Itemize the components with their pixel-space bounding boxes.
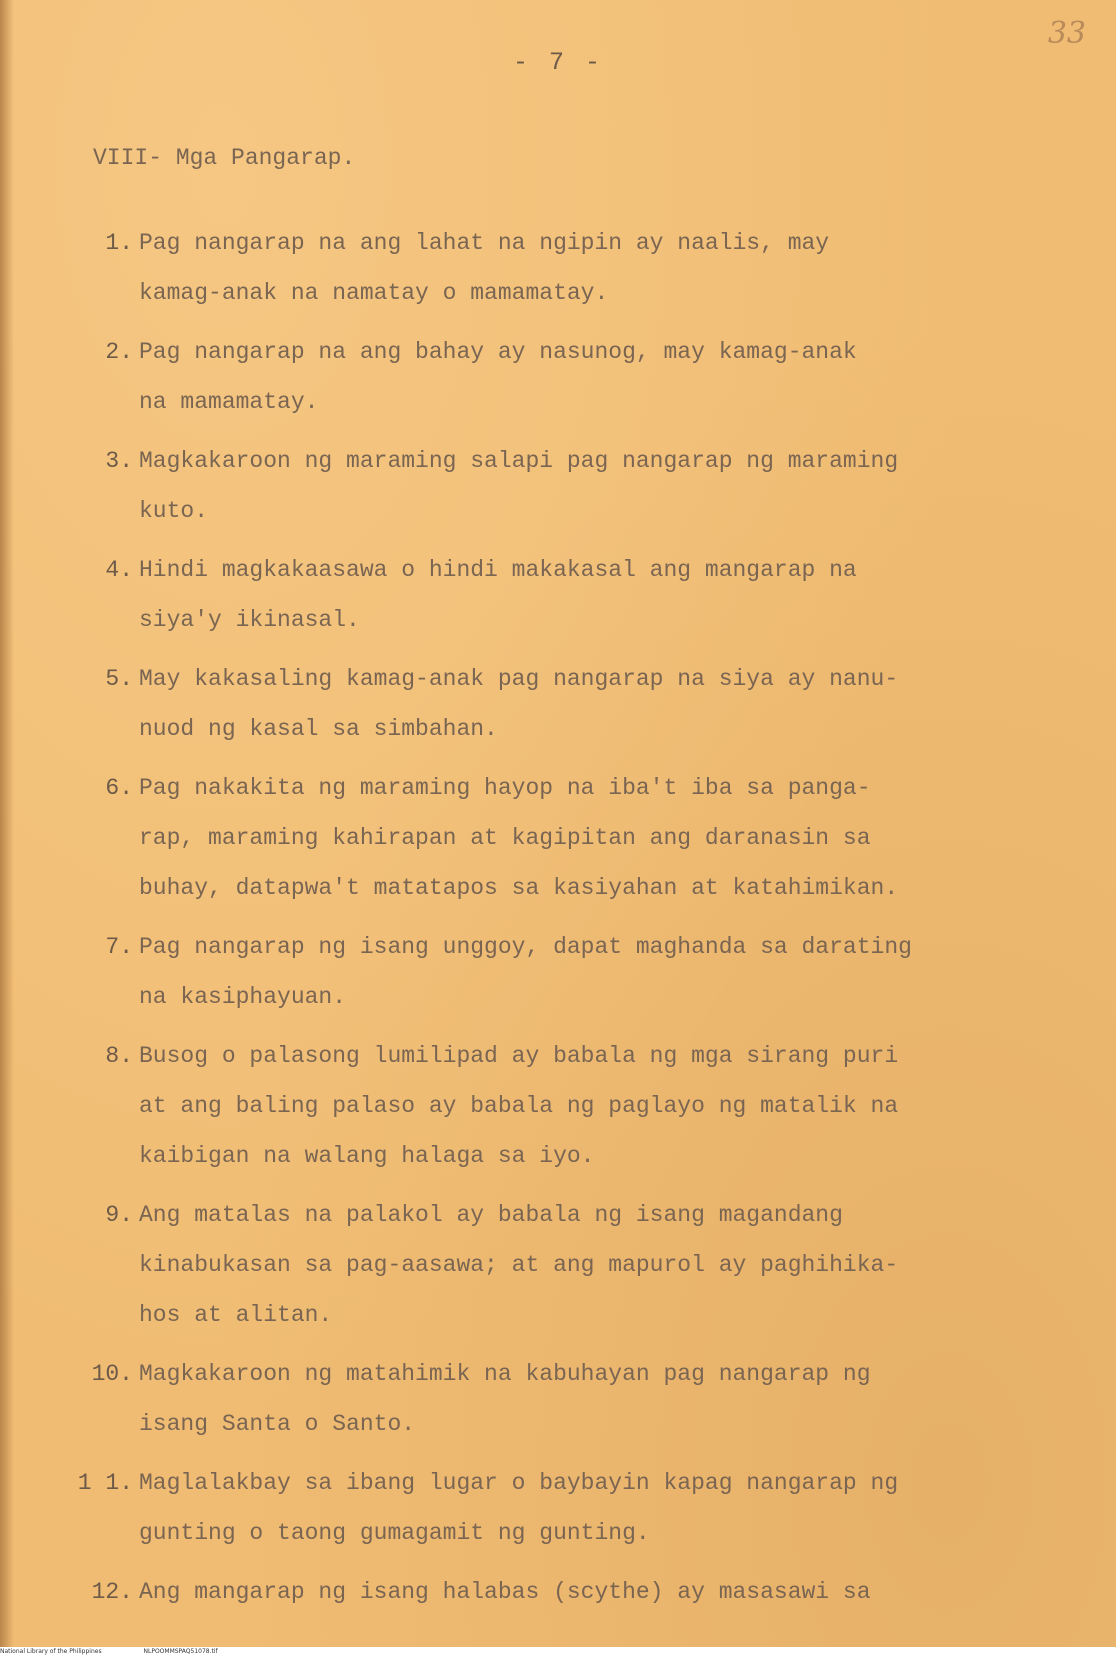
- item-number: 6.: [105, 775, 133, 801]
- item-number: 4.: [105, 557, 133, 583]
- item-number: 8.: [105, 1043, 133, 1069]
- item-number: 10.: [91, 1361, 133, 1387]
- item-text: Pag nangarap na ang bahay ay nasunog, may kamag-anak na mamamatay.: [139, 339, 857, 415]
- item-text: Magkakaroon ng maraming salapi pag nangarap ng maraming kuto.: [139, 448, 899, 524]
- footer-institution: National Library of the Philippines: [0, 1648, 102, 1655]
- list-item: [0, 327, 1116, 427]
- item-text: Pag nakakita ng maraming hayop na iba't iba sa panga- rap, maraming kahirapan at kagipitan ang daranasin sa buhay, datapwa't matatapos sa kasiyahan at katahimikan.: [139, 775, 899, 901]
- page-number: - 7 -: [512, 48, 603, 77]
- item-text: Magkakaroon ng matahimik na kabuhayan pag nangarap ng isang Santa o Santo.: [139, 1361, 871, 1437]
- item-text: Ang matalas na palakol ay babala ng isang magandang kinabukasan sa pag-aasawa; at ang mapurol ay paghihika- hos at alitan.: [139, 1202, 899, 1328]
- list-item: [0, 1190, 1116, 1340]
- item-number: 1.: [105, 230, 133, 256]
- item-text: May kakasaling kamag-anak pag nangarap na siya ay nanu- nuod ng kasal sa simbahan.: [139, 666, 899, 742]
- item-text: Maglalakbay sa ibang lugar o baybayin kapag nangarap ng gunting o taong gumagamit ng gunting.: [139, 1470, 899, 1546]
- item-number: 12.: [91, 1579, 133, 1605]
- item-number: 1 1.: [77, 1470, 133, 1496]
- list-item: [0, 763, 1116, 913]
- list-item: [0, 1031, 1116, 1181]
- list-item: [0, 1458, 1116, 1558]
- list-item: [0, 436, 1116, 536]
- item-number: 3.: [105, 448, 133, 474]
- dream-list: [0, 218, 1116, 1626]
- list-item: [0, 1349, 1116, 1449]
- item-number: 2.: [105, 339, 133, 365]
- item-number: 5.: [105, 666, 133, 692]
- list-item: [0, 545, 1116, 645]
- item-text: Hindi magkakaasawa o hindi makakasal ang mangarap na siya'y ikinasal.: [139, 557, 857, 633]
- list-item: [0, 922, 1116, 1022]
- list-item: [0, 1567, 1116, 1617]
- item-text: Pag nangarap ng isang unggoy, dapat maghanda sa darating na kasiphayuan.: [139, 934, 912, 1010]
- scan-footer: [0, 1648, 258, 1655]
- item-text: Busog o palasong lumilipad ay babala ng mga sirang puri at ang baling palaso ay babala ng paglayo ng matalik na kaibigan na walang halaga sa iyo.: [139, 1043, 899, 1169]
- item-number: 7.: [105, 934, 133, 960]
- section-heading: VIII- Mga Pangarap.: [93, 145, 356, 171]
- folio-number: 33: [1047, 16, 1086, 51]
- item-text: Ang mangarap ng isang halabas (scythe) ay masasawi sa: [139, 1579, 871, 1605]
- list-item: [0, 654, 1116, 754]
- footer-filename: NLPOOMMSPAQ51078.tif: [143, 1648, 218, 1655]
- item-number: 9.: [105, 1202, 133, 1228]
- list-item: [0, 218, 1116, 318]
- item-text: Pag nangarap na ang lahat na ngipin ay naalis, may kamag-anak na namatay o mamamatay.: [139, 230, 830, 306]
